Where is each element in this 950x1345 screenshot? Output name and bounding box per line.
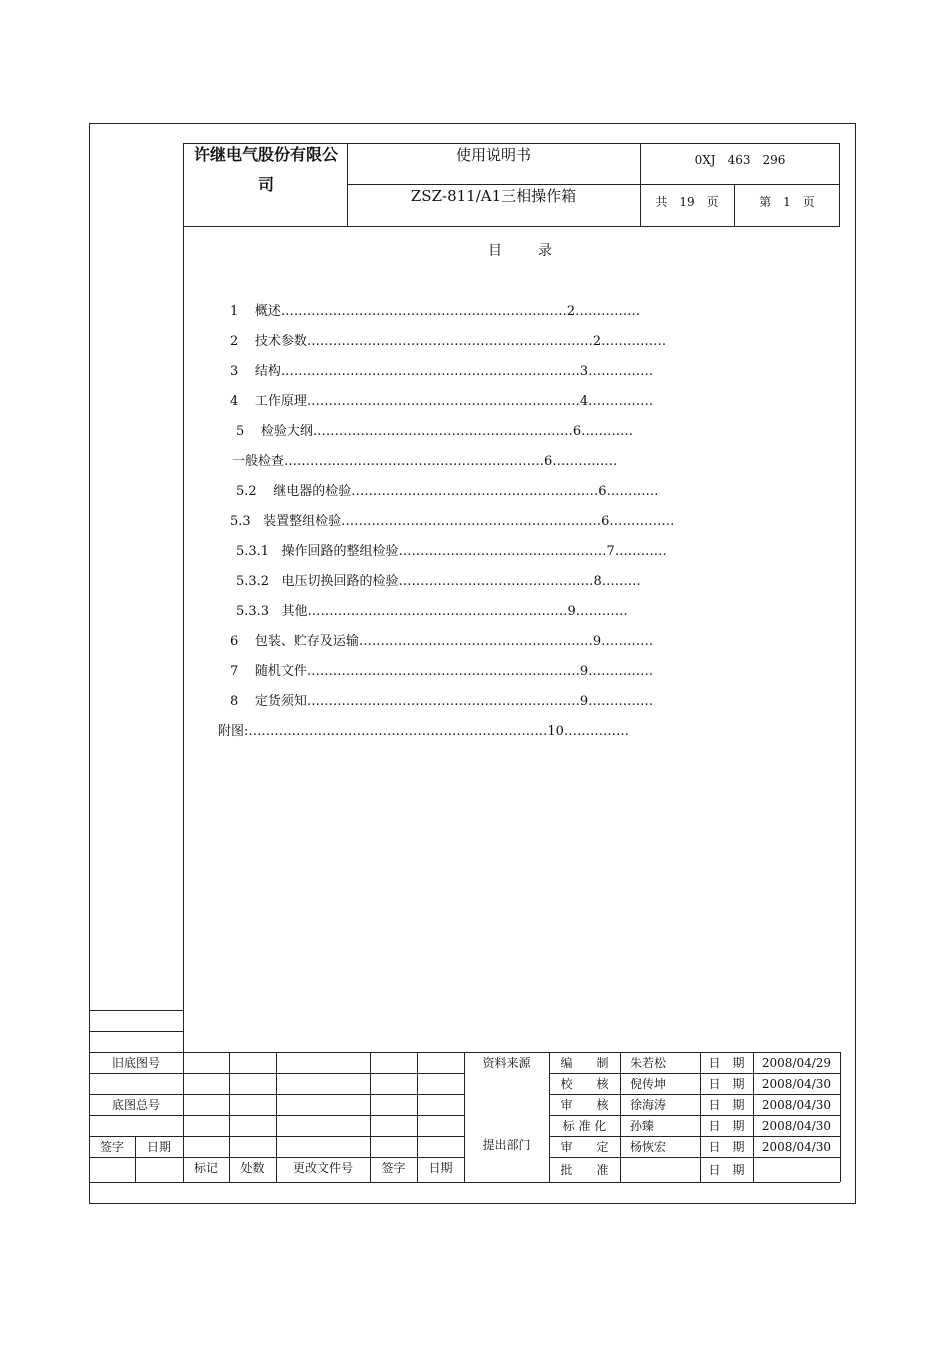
approval-date: 2008/04/30 [761, 1097, 832, 1112]
dept-label: 提出部门 [482, 1138, 531, 1152]
sign2-label: 签字 [381, 1161, 406, 1175]
toc-title: 目录 [488, 243, 588, 259]
date2-label: 日期 [428, 1161, 453, 1175]
toc-entry: 5.3.1 操作回路的整组检验…………………………………………7………… [236, 544, 667, 559]
toc-entry: 8 定货须知………………………………………………………9…………… [230, 694, 654, 709]
product-name: ZSZ-811/A1三相操作箱 [410, 186, 577, 205]
count-label: 处数 [240, 1161, 265, 1175]
toc-entry: 3 结构……………………………………………………………3…………… [230, 364, 654, 379]
approval-name: 倪传坤 [629, 1077, 666, 1091]
toc-entry: 一般检查……………………………………………………6…………… [232, 454, 618, 469]
approval-role: 编 制 [560, 1056, 609, 1070]
toc-entry: 5.2 继电器的检验…………………………………………………6………… [236, 484, 659, 499]
change-doc-no-label: 更改文件号 [292, 1161, 353, 1175]
approval-date: 2008/04/30 [761, 1139, 832, 1154]
company-name: 许继电气股份有限公司 [193, 145, 338, 194]
left-column-line [183, 143, 184, 1053]
margin-line-1 [89, 1010, 183, 1011]
total-pages: 共 19 页 [655, 194, 719, 209]
approval-date [753, 1159, 840, 1180]
page-number: 第 1 页 [759, 194, 815, 209]
approval-date: 2008/04/29 [761, 1055, 832, 1070]
approval-date-label: 日 期 [708, 1098, 745, 1112]
footer-hline [89, 1182, 840, 1183]
toc-entry: 5.3 装置整组检验……………………………………………………6…………… [230, 514, 675, 529]
toc-entry: 5.3.2 电压切换回路的检验………………………………………8……… [236, 574, 641, 589]
approval-name: 杨恢宏 [629, 1140, 666, 1154]
approval-role: 批 准 [560, 1163, 609, 1177]
approval-name: 朱若松 [629, 1056, 666, 1070]
toc-entry: 5.3.3 其他……………………………………………………9………… [236, 604, 628, 619]
approval-role: 审 核 [560, 1098, 609, 1112]
approval-date: 2008/04/30 [761, 1076, 832, 1091]
toc-entry: 6 包装、贮存及运输………………………………………………9………… [230, 634, 654, 649]
approval-date: 2008/04/30 [761, 1118, 832, 1133]
approval-role: 审 定 [560, 1140, 609, 1154]
toc-entry: 4 工作原理………………………………………………………4…………… [230, 394, 654, 409]
footer-hline [549, 1157, 840, 1158]
approval-name: 孙臻 [629, 1119, 654, 1133]
toc-entry: 附图:……………………………………………………………10…………… [218, 724, 629, 739]
approval-date-label: 日 期 [708, 1077, 745, 1091]
approval-role: 校 核 [560, 1077, 609, 1091]
approval-date-label: 日 期 [708, 1119, 745, 1133]
source-label: 资料来源 [482, 1056, 531, 1070]
toc-entry: 5 检验大纲……………………………………………………6………… [236, 424, 634, 439]
approval-role: 标 准 化 [562, 1119, 607, 1133]
doc-code: 0XJ 463 296 [694, 152, 786, 167]
sign-label: 签字 [99, 1140, 124, 1154]
date-label: 日期 [146, 1140, 171, 1154]
margin-line-2 [89, 1031, 183, 1032]
toc-entry: 7 随机文件………………………………………………………9…………… [230, 664, 654, 679]
toc-entry: 2 技术参数…………………………………………………………2…………… [230, 334, 667, 349]
approval-name: 徐海涛 [629, 1098, 666, 1112]
approval-date-label: 日 期 [708, 1163, 745, 1177]
toc-entry: 1 概述…………………………………………………………2…………… [230, 304, 641, 319]
approval-date-label: 日 期 [708, 1056, 745, 1070]
old-drawing-no-label: 旧底图号 [111, 1056, 160, 1070]
approval-name [620, 1159, 676, 1180]
doc-type: 使用说明书 [455, 145, 531, 164]
approval-date-label: 日 期 [708, 1140, 745, 1154]
base-drawing-total-label: 底图总号 [111, 1098, 160, 1112]
footer-vline [840, 1052, 841, 1182]
mark-label: 标记 [193, 1161, 218, 1175]
